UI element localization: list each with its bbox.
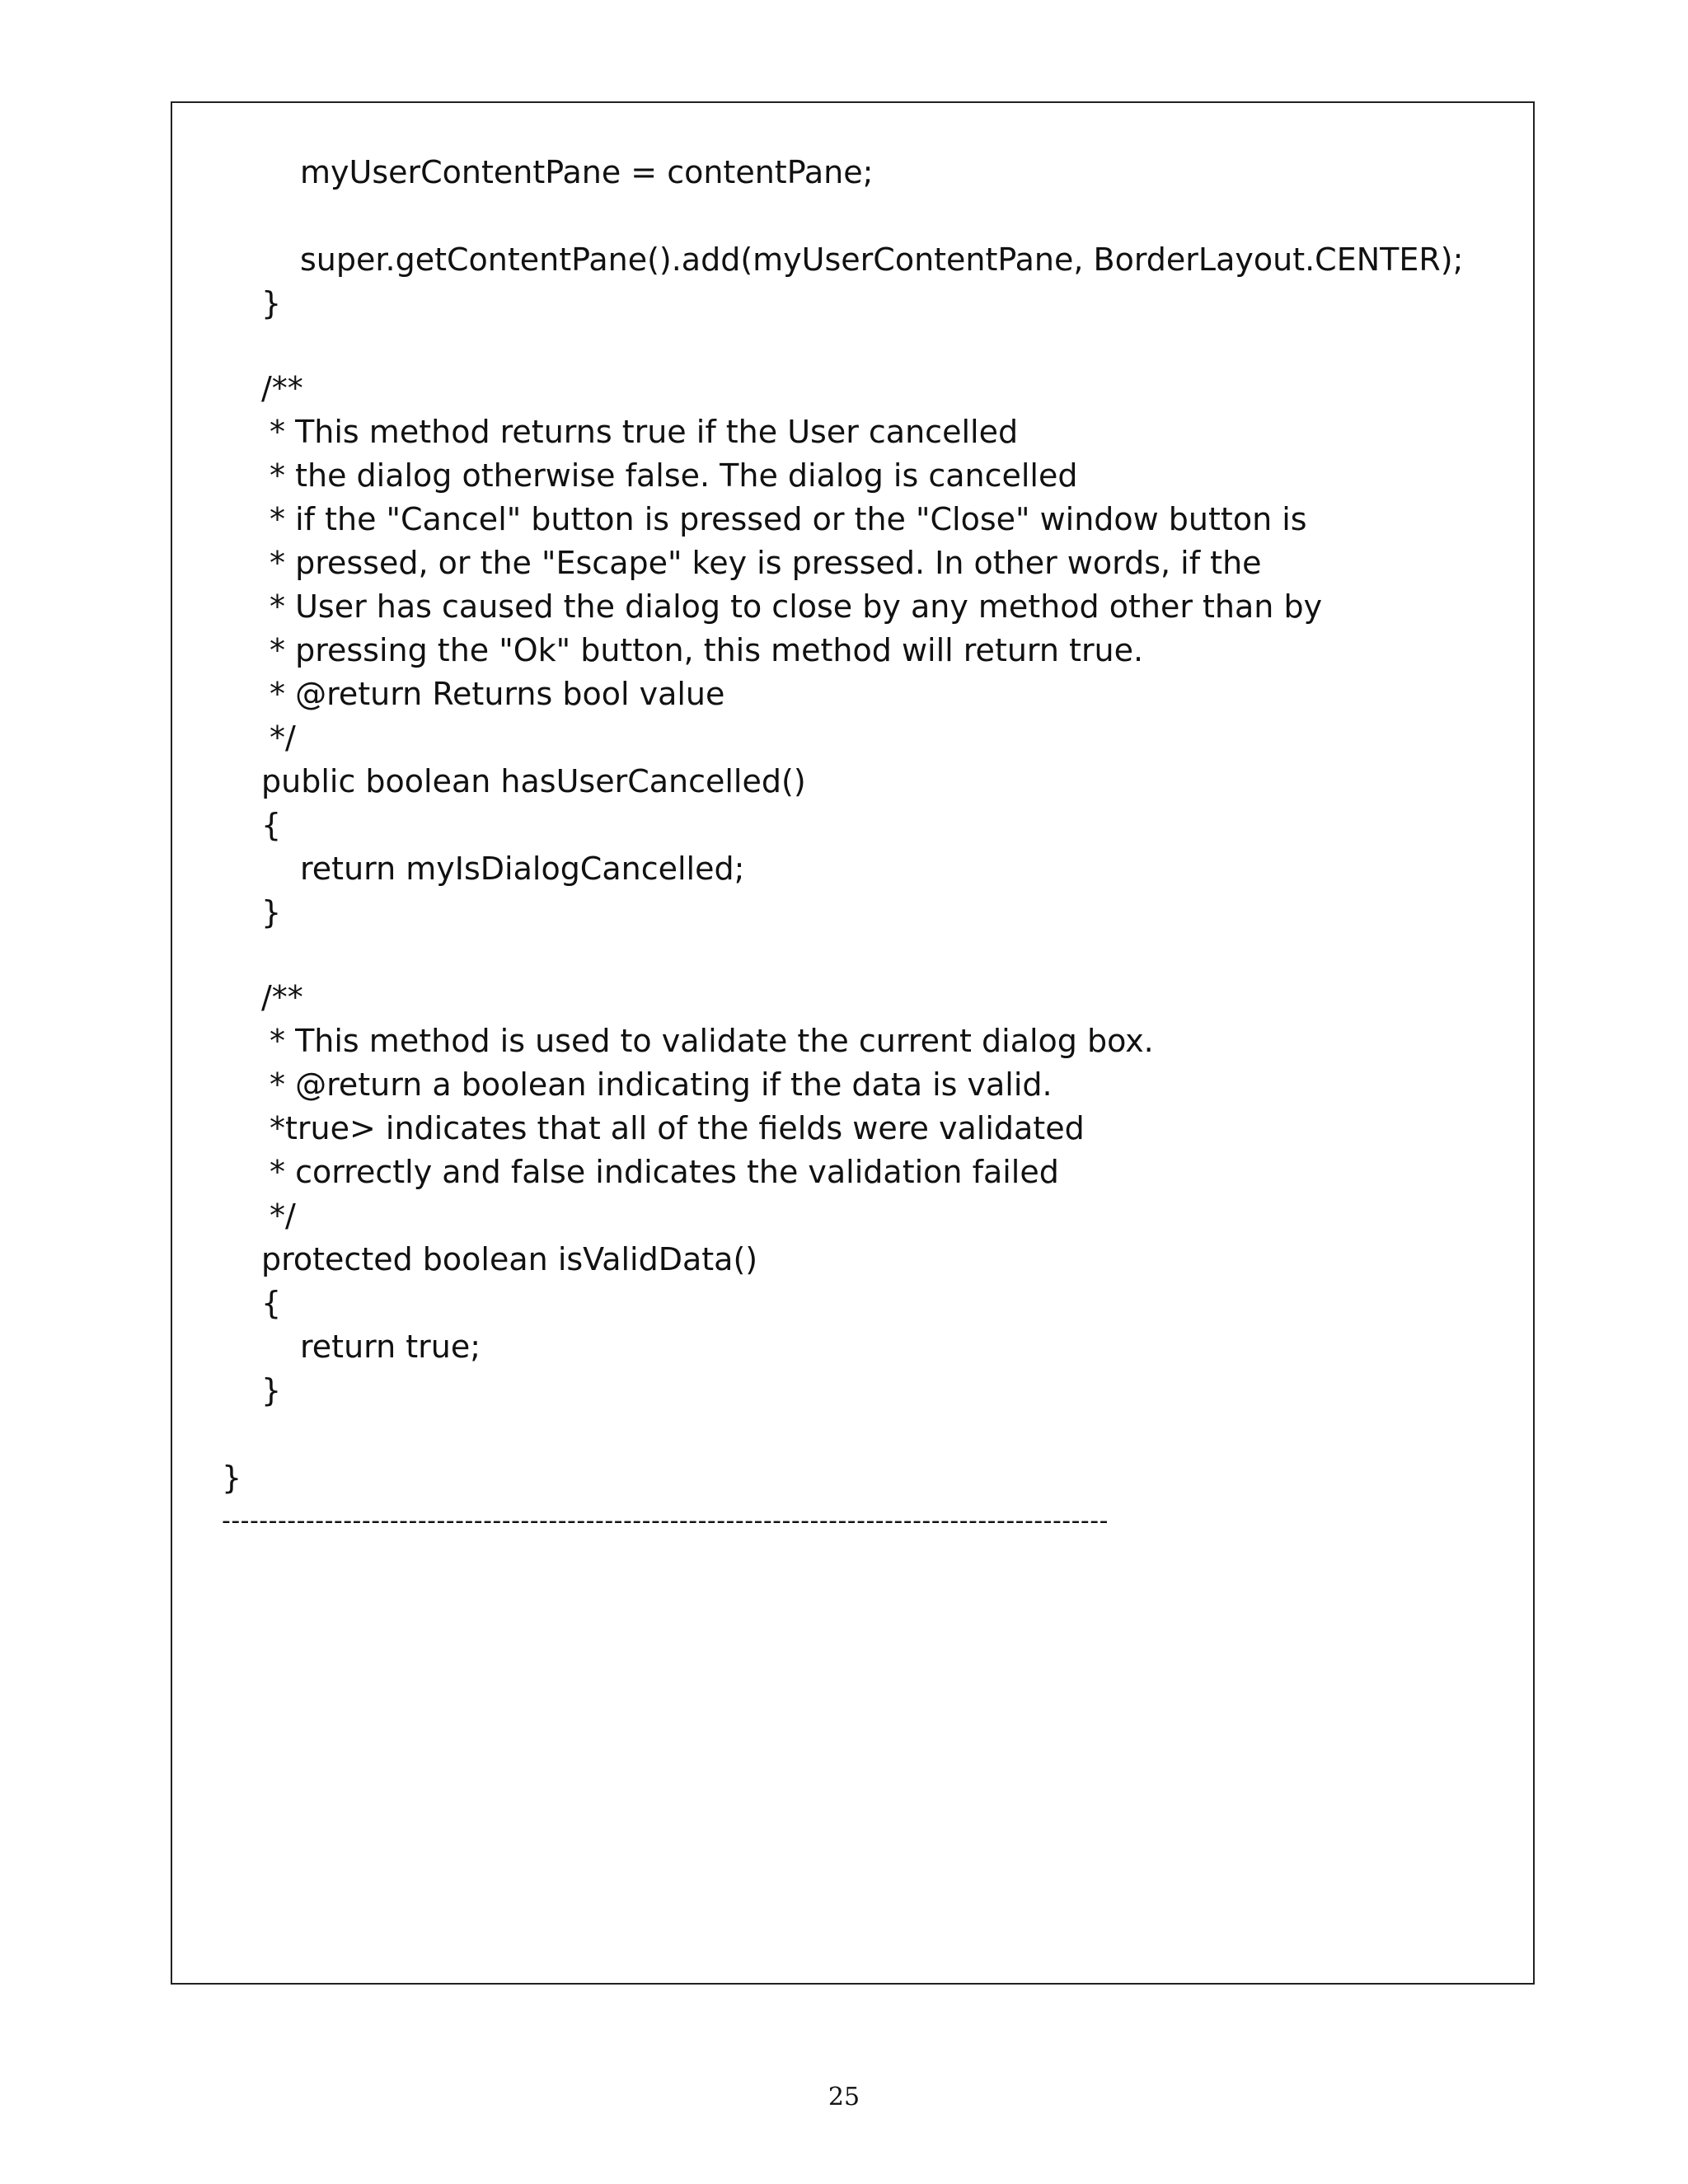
code-line: * the dialog otherwise false. The dialog is cancelled bbox=[270, 457, 1078, 494]
code-line: } bbox=[261, 285, 282, 321]
code-line: protected boolean isValidData() bbox=[261, 1241, 758, 1277]
code-line: */ bbox=[270, 719, 296, 756]
code-line: } bbox=[261, 1372, 282, 1408]
code-line: */ bbox=[270, 1197, 296, 1234]
code-line: * pressed, or the "Escape" key is pressed. In other words, if the bbox=[270, 545, 1262, 581]
code-line: { bbox=[261, 807, 282, 843]
code-line: return true; bbox=[300, 1329, 481, 1365]
code-line: * @return a boolean indicating if the data is valid. bbox=[270, 1066, 1053, 1103]
code-line: super.getContentPane().add(myUserContentPane, BorderLayout.CENTER); bbox=[300, 241, 1464, 278]
code-line: /** bbox=[261, 370, 303, 406]
code-line: /** bbox=[261, 979, 303, 1015]
code-line: { bbox=[261, 1285, 282, 1321]
code-line: * correctly and false indicates the validation failed bbox=[270, 1154, 1059, 1190]
code-listing bbox=[172, 103, 1533, 1983]
code-line: return myIsDialogCancelled; bbox=[300, 851, 745, 887]
code-line: } bbox=[261, 894, 282, 930]
code-line: public boolean hasUserCancelled() bbox=[261, 763, 806, 799]
code-line: * This method returns true if the User cancelled bbox=[270, 414, 1019, 450]
code-line: *true> indicates that all of the fields were validated bbox=[270, 1110, 1085, 1146]
code-line: } bbox=[222, 1460, 242, 1496]
code-listing-frame bbox=[171, 101, 1535, 1985]
code-line: * This method is used to validate the current dialog box. bbox=[270, 1023, 1154, 1059]
code-line: myUserContentPane = contentPane; bbox=[300, 154, 874, 190]
code-line: * @return Returns bool value bbox=[270, 676, 725, 712]
code-line: * if the "Cancel" button is pressed or the "Close" window button is bbox=[270, 501, 1307, 537]
code-line: * pressing the "Ok" button, this method will return true. bbox=[270, 632, 1144, 668]
page-number: 25 bbox=[828, 2083, 860, 2111]
dashed-separator: ----------------------------------------------------------------------------------------------- bbox=[222, 1507, 1109, 1535]
code-line: * User has caused the dialog to close by any method other than by bbox=[270, 588, 1323, 625]
